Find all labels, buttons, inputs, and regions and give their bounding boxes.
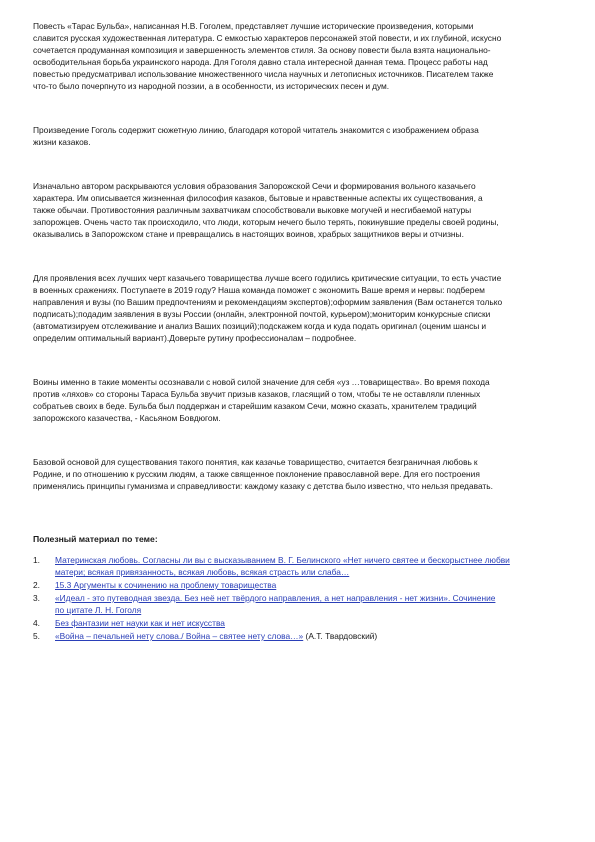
list-item [33, 617, 573, 629]
paragraph-battle: Для проявления всех лучших черт казачьего товарищества лучше всего годились критические ситуации, то есть участие в военных сражениях. Поступаете в 2019 году? Наша команда поможет с экономить Ваше время и нервы: подберем направления и вузы (по Вашим предпочтениям и рекомендациям экспертов);оформим заявления (Вам останется только подписать);подадим заявления в вузы России (онлайн, электронной почтой, курьером);мониторим конкурсные списки (автоматизируем отслеживание и анализ Ваших позиций);подскажем когда и куда подать оригинал (оценим шансы и определим оптимальный вариант).Доверьте рутину профессионалам – подробнее. [33, 273, 503, 343]
related-link[interactable]: Без фантазии нет науки как и нет искусства [55, 618, 225, 628]
list-item [33, 554, 573, 578]
paragraph-plot: Произведение Гоголь содержит сюжетную линию, благодаря которой читатель знакомится с изображением образа жизни казаков. [33, 125, 479, 147]
list-item [33, 630, 573, 642]
document-page [33, 20, 573, 643]
related-link[interactable]: «Война – печальней нету слова./ Война – святее нету слова…» [55, 631, 304, 641]
paragraph-basis: Базовой основой для существования такого понятия, как казачье товарищество, считается безграничная любовь к Родине, и по отношению к русским людям, а также священное поклонение православной вере. Для его построения применялись принципы гуманизма и справедливости: каждому казаку с детства было известно, что нельзя предавать. [33, 457, 493, 491]
list-item-number: 1. [33, 555, 40, 565]
paragraph-intro: Повесть «Тарас Бульба», написанная Н.В. Гоголем, представляет лучшие исторические произведения, которыми славится русская художественная литература. С емкостью характеров персонажей этой повести, и их глубиной, искусно сочетается продуманная композиция и завершенность элементов стиля. За основу повести была взята национально- освободительная борьба украинского народа. Для Гоголя давно стала интересной данная тема. Процесс работы над повестью предусматривал использование множественного числа научных и летописных источников. Писателем также что-то было почерпнуто из народной поэзии, а в особенности, из исторических песен и дум. [33, 21, 502, 91]
list-item [33, 579, 573, 591]
list-item-number: 2. [33, 580, 40, 590]
related-link[interactable]: Материнская любовь. Согласны ли вы с высказыванием В. Г. Белинского «Нет ничего святее и бескорыстнее любви матери; всякая привязанность, всякая любовь, всякая страсть или слаба… [55, 555, 510, 577]
related-link[interactable]: «Идеал - это путеводная звезда. Без неё нет твёрдого направления, а нет направления - нет жизни». Сочинение по цитате Л. Н. Гоголя [55, 593, 496, 615]
list-item-number: 4. [33, 618, 40, 628]
related-link-suffix: (А.Т. Твардовский) [303, 631, 378, 641]
related-list [33, 554, 573, 642]
list-item [33, 592, 573, 616]
list-item-number: 5. [33, 631, 40, 641]
list-item-number: 3. [33, 593, 40, 603]
paragraph-sech: Изначально автором раскрываются условия образования Запорожской Сечи и формирования вольного казачьего характера. Им описывается жизненная философия казаков, бытовые и нравственные аспекты их существования, а также обычаи. Противостояния различным захватчикам способствовали выковке могучей и несгибаемой натуры запорожцев. Очень часто так происходило, что люди, которым нечего было терять, покинувшие пределы своей родины, оказывались в Запорожском стане и превращались в настоящих воинов, храбрых защитников веры и отчизны. [33, 181, 499, 239]
paragraph-warriors: Воины именно в такие моменты осознавали с новой силой значение для себя «уз …товарищества». Во время похода против «ляхов» со стороны Тараса Бульба звучит призыв казаков, гласящий о том, чтобы те не оставляли пленных собратьев своих в беде. Бульба был поддержан и старейшим казаком Сечи, можно сказать, хранителем традиций запорожского казачества, - Касьяном Бовдюгом. [33, 377, 490, 423]
related-link[interactable]: 15.3 Аргументы к сочинению на проблему товарищества [55, 580, 277, 590]
related-title: Полезный материал по теме: [33, 534, 158, 544]
